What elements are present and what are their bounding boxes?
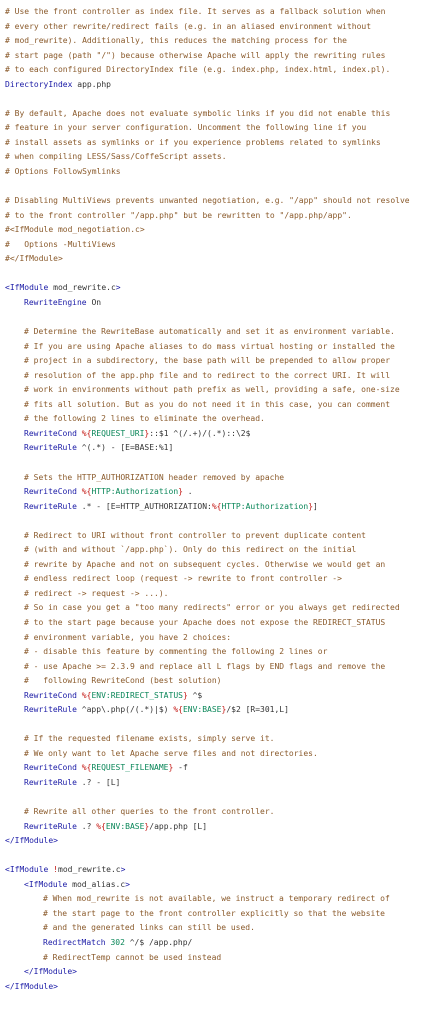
code-token: . xyxy=(182,487,193,497)
code-line xyxy=(0,892,429,907)
code-token: <IfModule xyxy=(5,865,49,875)
code-token: # So in case you get a "too many redirects" error or you always get redirected xyxy=(24,603,400,613)
code-token: # the following 2 lines to eliminate the overhead. xyxy=(24,414,265,424)
code-token: %{ xyxy=(211,501,222,511)
code-token: > xyxy=(125,879,130,889)
code-token: </IfModule> xyxy=(24,967,77,977)
code-token: %{ xyxy=(76,428,92,438)
code-token: RewriteCond xyxy=(24,690,77,700)
code-token: # fits all solution. But as you do not need it in this case, you can comment xyxy=(24,399,391,409)
code-line xyxy=(0,921,429,936)
code-line xyxy=(0,398,429,413)
code-token: </IfModule> xyxy=(5,836,58,846)
code-token: ^$ xyxy=(187,690,203,700)
code-token: RewriteEngine xyxy=(24,297,87,307)
code-line xyxy=(0,194,429,209)
code-token: # Redirect to URI without front controller to prevent duplicate content xyxy=(24,530,366,540)
code-line xyxy=(0,791,429,806)
code-token: REQUEST_URI xyxy=(91,428,145,438)
code-token: # following RewriteCond (best solution) xyxy=(24,676,222,686)
code-token: # - use Apache >= 2.3.9 and replace all L flags by END flags and remove the xyxy=(24,661,386,671)
code-token: # We only want to let Apache serve files and not directories. xyxy=(24,748,318,758)
code-line xyxy=(0,805,429,820)
code-line xyxy=(0,49,429,64)
code-line xyxy=(0,310,429,325)
code-line xyxy=(0,92,429,107)
code-line xyxy=(0,500,429,515)
code-token: DirectoryIndex xyxy=(5,79,73,89)
code-token: # Rewrite all other queries to the front controller. xyxy=(24,807,275,817)
code-line xyxy=(0,427,429,442)
code-line xyxy=(0,238,429,253)
code-token: # (with and without `/app.php`). Only do this redirect on the initial xyxy=(24,545,357,555)
code-token: # Options FollowSymlinks xyxy=(5,167,121,177)
code-line xyxy=(0,514,429,529)
code-line xyxy=(0,761,429,776)
code-token: } xyxy=(178,487,183,497)
code-token: RewriteCond xyxy=(24,487,77,497)
code-token: # project in a subdirectory, the base path will be prepended to allow proper xyxy=(24,356,391,366)
code-token: # endless redirect loop (request -> rewrite to front controller -> xyxy=(24,574,342,584)
code-token: HTTP:Authorization xyxy=(91,487,179,497)
code-line xyxy=(0,340,429,355)
code-token: RewriteRule xyxy=(24,501,77,511)
code-line xyxy=(0,412,429,427)
code-token: # work in environments without path prefix as well, providing a safe, one-size xyxy=(24,385,400,395)
code-token: # When mod_rewrite is not available, we instruct a temporary redirect of xyxy=(43,894,390,904)
code-token: # Disabling MultiViews prevents unwanted negotiation, e.g. "/app" should not resolve xyxy=(5,196,410,206)
code-token: } xyxy=(144,428,150,438)
code-token: ENV:BASE xyxy=(105,821,145,831)
code-token: ENV:REDIRECT_STATUS xyxy=(91,690,183,700)
code-token: # If the requested filename exists, simply serve it. xyxy=(24,734,275,744)
code-line xyxy=(0,325,429,340)
code-token: ! xyxy=(48,865,58,875)
code-token: /$2 [R=301,L] xyxy=(226,705,289,715)
code-line xyxy=(0,572,429,587)
code-token: # Sets the HTTP_AUTHORIZATION header removed by apache xyxy=(24,472,285,482)
code-line xyxy=(0,631,429,646)
code-token: ::$1 ^(/.+)/(.*)::\2$ xyxy=(149,428,251,438)
code-line xyxy=(0,20,429,35)
code-token: RewriteRule xyxy=(24,777,77,787)
code-line xyxy=(0,78,429,93)
code-token: > xyxy=(120,865,126,875)
code-line xyxy=(0,965,429,980)
code-token: > xyxy=(115,283,121,293)
code-line xyxy=(0,645,429,660)
code-line xyxy=(0,121,429,136)
code-line xyxy=(0,529,429,544)
code-line xyxy=(0,558,429,573)
code-line xyxy=(0,34,429,49)
code-token: %{ xyxy=(76,690,92,700)
code-token: -f xyxy=(173,763,188,773)
code-line xyxy=(0,863,429,878)
code-token: RewriteCond xyxy=(24,763,77,773)
code-token: # start page (path "/") because otherwise Apache will apply the rewriting rules xyxy=(5,50,386,60)
code-token: RewriteRule xyxy=(24,705,77,715)
code-line xyxy=(0,660,429,675)
code-token: 302 xyxy=(105,938,125,947)
code-line xyxy=(0,456,429,471)
code-line xyxy=(0,63,429,78)
code-token: # mod_rewrite). Additionally, this reduces the matching process for the xyxy=(5,36,347,46)
code-line xyxy=(0,849,429,864)
code-line xyxy=(0,980,429,995)
code-line xyxy=(0,471,429,486)
code-line xyxy=(0,616,429,631)
code-token: .* - [E=HTTP_AUTHORIZATION: xyxy=(76,501,212,511)
code-line xyxy=(0,267,429,282)
code-token: # resolution of the app.php file and to redirect to the correct URI. It will xyxy=(24,370,391,380)
code-token: /app.php [L] xyxy=(149,821,208,831)
code-line xyxy=(0,587,429,602)
code-token: } xyxy=(168,763,174,773)
code-token: ENV:BASE xyxy=(182,705,222,715)
code-token: # redirect -> request -> ...). xyxy=(24,588,169,598)
code-line xyxy=(0,223,429,238)
code-line xyxy=(0,703,429,718)
code-line xyxy=(0,252,429,267)
code-token: mod_alias.c xyxy=(67,879,126,889)
code-token: %{ xyxy=(173,705,183,715)
code-line xyxy=(0,107,429,122)
code-line xyxy=(0,136,429,151)
code-line xyxy=(0,485,429,500)
code-token: } xyxy=(182,690,188,700)
code-token: RedirectMatch xyxy=(43,938,106,947)
code-token: } xyxy=(221,705,227,715)
code-token: # when compiling LESS/Sass/CoffeScript assets. xyxy=(5,152,227,162)
code-token: #</IfModule> xyxy=(5,254,63,264)
code-token: # - disable this feature by commenting the following 2 lines or xyxy=(24,647,328,657)
code-token: %{ xyxy=(76,487,92,497)
code-token: # environment variable, you have 2 choices: xyxy=(24,632,232,642)
code-line xyxy=(0,732,429,747)
code-line xyxy=(0,354,429,369)
code-line xyxy=(0,5,429,20)
code-token: # and the generated links can still be used. xyxy=(43,923,255,933)
code-token: # Use the front controller as index file. It serves as a fallback solution when xyxy=(5,7,386,16)
code-line xyxy=(0,180,429,195)
code-line xyxy=(0,776,429,791)
code-token: %{ xyxy=(76,763,92,773)
code-token: # the start page to the front controller explicitly so that the website xyxy=(43,908,385,918)
code-line xyxy=(0,296,429,311)
code-line xyxy=(0,369,429,384)
code-token: On xyxy=(86,297,102,307)
code-token: ^/$ /app.php/ xyxy=(124,938,193,947)
code-line xyxy=(0,543,429,558)
code-token: HTTP:Authorization xyxy=(221,501,309,511)
code-line xyxy=(0,281,429,296)
code-token: } xyxy=(308,501,314,511)
code-token: mod_rewrite.c xyxy=(58,865,121,875)
code-token: ^app\.php(/(.*)|$) xyxy=(76,705,174,715)
code-token: # rewrite by Apache and not on subsequent cycles. Otherwise we would get an xyxy=(24,559,386,569)
code-token: } xyxy=(144,821,150,831)
code-line xyxy=(0,441,429,456)
code-line xyxy=(0,834,429,849)
code-token: ^(.*) - [E=BASE:%1] xyxy=(76,443,174,453)
code-token: # to the front controller "/app.php" but be rewritten to "/app.php/app". xyxy=(5,210,352,220)
code-line xyxy=(0,820,429,835)
code-token: <IfModule xyxy=(24,879,68,889)
code-token: # If you are using Apache aliases to do mass virtual hosting or installed the xyxy=(24,341,395,351)
code-line xyxy=(0,951,429,966)
code-line xyxy=(0,209,429,224)
code-line xyxy=(0,674,429,689)
code-line xyxy=(0,936,429,951)
code-token: .? - [L] xyxy=(76,777,121,787)
code-line xyxy=(0,878,429,893)
code-line xyxy=(0,601,429,616)
code-token: # install assets as symlinks or if you experience problems related to symlinks xyxy=(5,137,381,147)
code-token: # every other rewrite/redirect fails (e.g. in an aliased environment without xyxy=(5,21,372,31)
code-token: RewriteRule xyxy=(24,443,77,453)
code-token: mod_rewrite.c xyxy=(48,283,116,293)
code-line xyxy=(0,907,429,922)
code-token: # By default, Apache does not evaluate symbolic links if you did not enable this xyxy=(5,108,391,118)
code-line xyxy=(0,747,429,762)
code-token: </IfModule> xyxy=(5,981,58,991)
code-line xyxy=(0,383,429,398)
code-token: # to the start page because your Apache does not expose the REDIRECT_STATUS xyxy=(24,617,386,627)
code-token: .? xyxy=(76,821,97,831)
code-token: # Determine the RewriteBase automatically and set it as environment variable. xyxy=(24,327,395,337)
code-token: REQUEST_FILENAME xyxy=(91,763,169,773)
code-token: RewriteCond xyxy=(24,428,77,438)
code-token: <IfModule xyxy=(5,283,49,293)
code-token: # Options -MultiViews xyxy=(5,239,116,249)
code-token: #<IfModule mod_negotiation.c> xyxy=(5,225,145,235)
code-token: # to each configured DirectoryIndex file (e.g. index.php, index.html, index.pl). xyxy=(5,65,391,75)
code-token: ] xyxy=(313,501,318,511)
code-token: # feature in your server configuration. Uncomment the following line if you xyxy=(5,123,367,133)
code-line xyxy=(0,150,429,165)
code-line xyxy=(0,165,429,180)
code-line xyxy=(0,718,429,733)
code-token: # RedirectTemp cannot be used instead xyxy=(43,952,222,962)
code-token: %{ xyxy=(96,821,106,831)
code-token: app.php xyxy=(72,79,111,89)
code-token: RewriteRule xyxy=(24,821,77,831)
code-line xyxy=(0,689,429,704)
